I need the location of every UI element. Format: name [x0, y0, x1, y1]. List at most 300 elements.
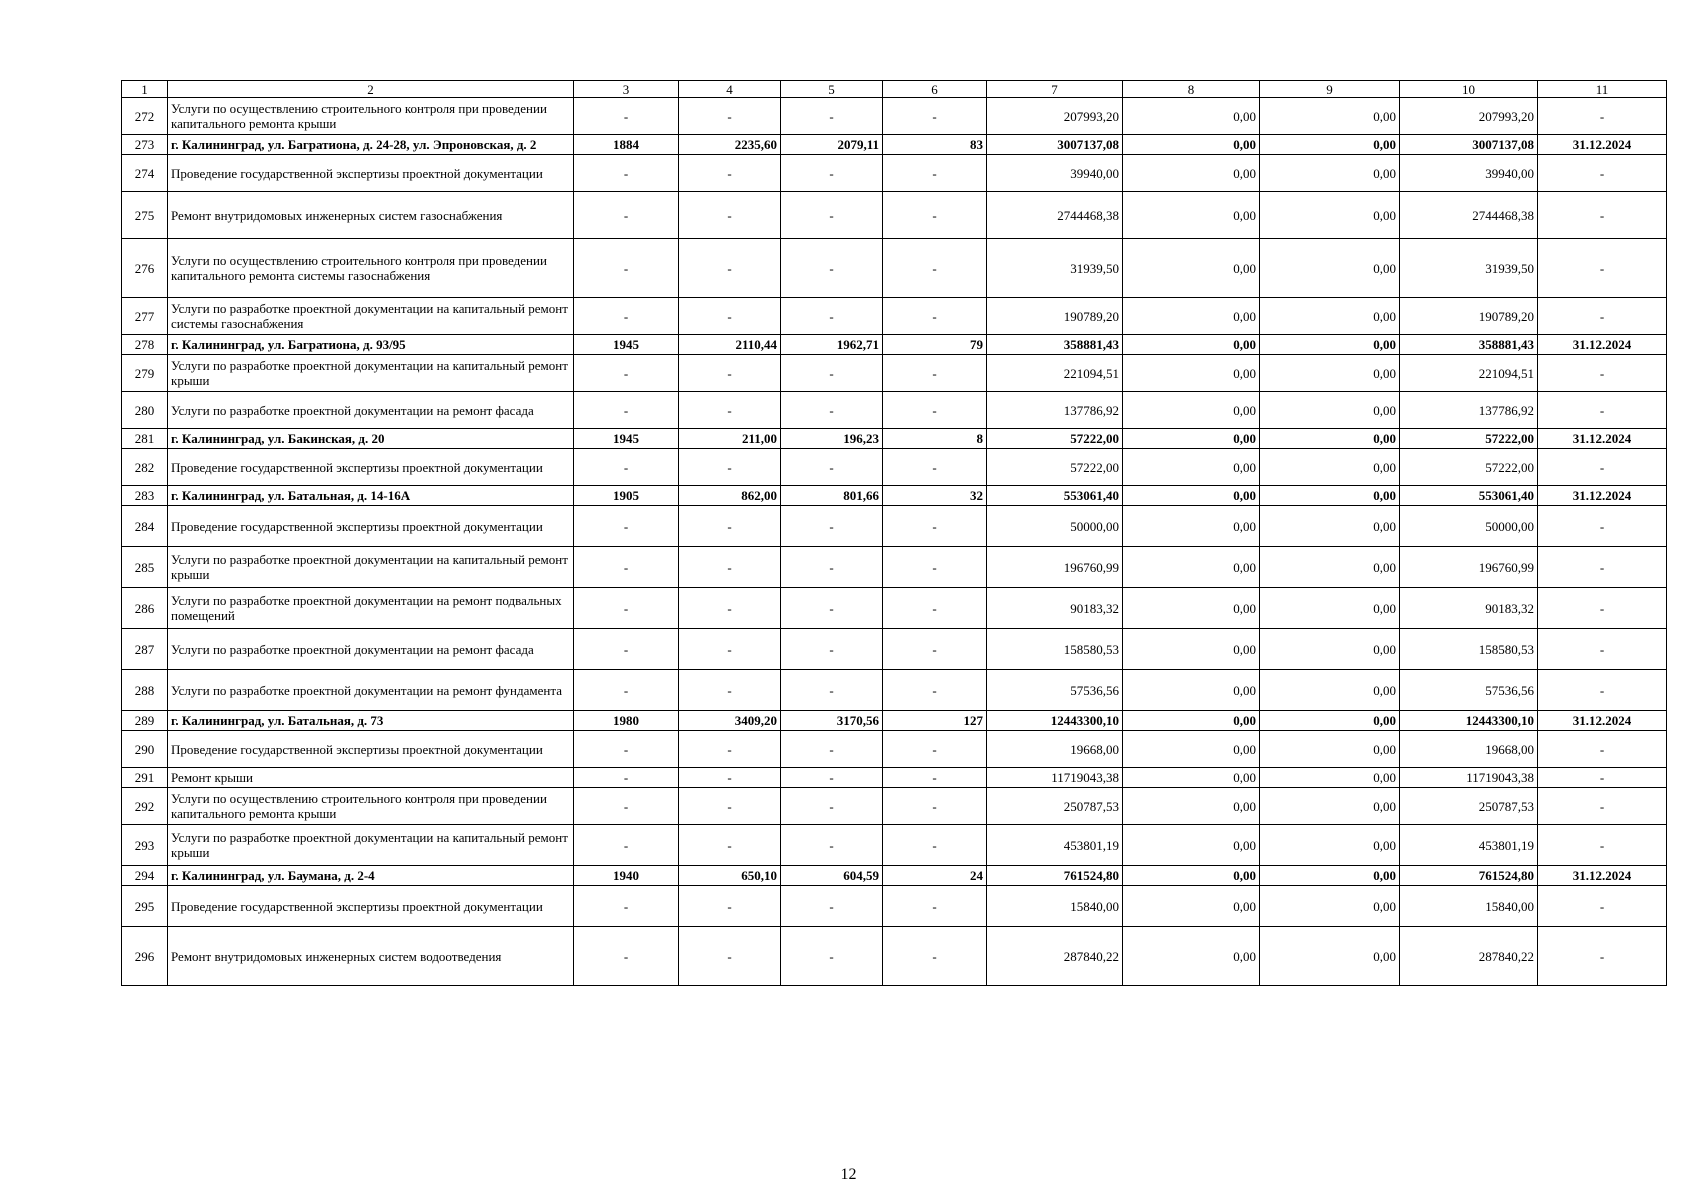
work-description: Проведение государственной экспертизы проектной документации	[168, 886, 574, 927]
owners-cost: 137786,92	[1400, 392, 1538, 429]
table-body	[122, 81, 1667, 986]
address-row	[122, 711, 1667, 731]
column-header: 4	[679, 81, 781, 98]
year-built: -	[574, 547, 679, 588]
total-area: -	[679, 825, 781, 866]
completion-date: -	[1538, 788, 1667, 825]
total-cost: 15840,00	[987, 886, 1123, 927]
total-cost: 158580,53	[987, 629, 1123, 670]
work-description: г. Калининград, ул. Батальная, д. 14-16А	[168, 486, 574, 506]
fund-cost: 0,00	[1123, 788, 1260, 825]
address-row	[122, 335, 1667, 355]
completion-date: -	[1538, 927, 1667, 986]
completion-date: 31.12.2024	[1538, 135, 1667, 155]
living-area: -	[781, 670, 883, 711]
budget-cost: 0,00	[1260, 486, 1400, 506]
total-area: -	[679, 788, 781, 825]
budget-cost: 0,00	[1260, 886, 1400, 927]
row-number: 289	[122, 711, 168, 731]
row-number: 293	[122, 825, 168, 866]
year-built: -	[574, 886, 679, 927]
table-row	[122, 825, 1667, 866]
residents-count: -	[883, 355, 987, 392]
fund-cost: 0,00	[1123, 731, 1260, 768]
work-description: г. Калининград, ул. Багратиона, д. 24-28, ул. Эпроновская, д. 2	[168, 135, 574, 155]
table-row	[122, 155, 1667, 192]
table-row	[122, 298, 1667, 335]
table-row	[122, 392, 1667, 429]
budget-cost: 0,00	[1260, 355, 1400, 392]
row-number: 275	[122, 192, 168, 239]
living-area: 196,23	[781, 429, 883, 449]
work-description: г. Калининград, ул. Багратиона, д. 93/95	[168, 335, 574, 355]
owners-cost: 12443300,10	[1400, 711, 1538, 731]
column-header: 1	[122, 81, 168, 98]
budget-cost: 0,00	[1260, 547, 1400, 588]
residents-count: -	[883, 506, 987, 547]
budget-cost: 0,00	[1260, 192, 1400, 239]
budget-cost: 0,00	[1260, 731, 1400, 768]
work-description: г. Калининград, ул. Бакинская, д. 20	[168, 429, 574, 449]
work-description: Услуги по осуществлению строительного контроля при проведении капитального ремонта крыши	[168, 98, 574, 135]
budget-cost: 0,00	[1260, 588, 1400, 629]
table-row	[122, 588, 1667, 629]
row-number: 288	[122, 670, 168, 711]
living-area: -	[781, 825, 883, 866]
total-cost: 57222,00	[987, 449, 1123, 486]
total-cost: 137786,92	[987, 392, 1123, 429]
budget-cost: 0,00	[1260, 98, 1400, 135]
owners-cost: 453801,19	[1400, 825, 1538, 866]
year-built: 1945	[574, 335, 679, 355]
total-area: -	[679, 886, 781, 927]
total-area: -	[679, 547, 781, 588]
year-built: 1980	[574, 711, 679, 731]
total-cost: 453801,19	[987, 825, 1123, 866]
completion-date: -	[1538, 588, 1667, 629]
year-built: -	[574, 192, 679, 239]
living-area: -	[781, 298, 883, 335]
work-description: Услуги по разработке проектной документации на капитальный ремонт системы газоснабжения	[168, 298, 574, 335]
residents-count: -	[883, 547, 987, 588]
budget-cost: 0,00	[1260, 429, 1400, 449]
completion-date: -	[1538, 355, 1667, 392]
owners-cost: 287840,22	[1400, 927, 1538, 986]
row-number: 280	[122, 392, 168, 429]
row-number: 296	[122, 927, 168, 986]
work-description: Ремонт внутридомовых инженерных систем газоснабжения	[168, 192, 574, 239]
total-cost: 553061,40	[987, 486, 1123, 506]
owners-cost: 90183,32	[1400, 588, 1538, 629]
year-built: -	[574, 239, 679, 298]
total-area: 650,10	[679, 866, 781, 886]
year-built: -	[574, 731, 679, 768]
year-built: -	[574, 629, 679, 670]
living-area: -	[781, 355, 883, 392]
table-row	[122, 629, 1667, 670]
total-area: -	[679, 298, 781, 335]
total-cost: 11719043,38	[987, 768, 1123, 788]
owners-cost: 57536,56	[1400, 670, 1538, 711]
fund-cost: 0,00	[1123, 239, 1260, 298]
year-built: -	[574, 825, 679, 866]
row-number: 274	[122, 155, 168, 192]
residents-count: -	[883, 825, 987, 866]
total-cost: 19668,00	[987, 731, 1123, 768]
work-description: Ремонт крыши	[168, 768, 574, 788]
total-area: -	[679, 927, 781, 986]
work-description: Проведение государственной экспертизы проектной документации	[168, 449, 574, 486]
year-built: -	[574, 355, 679, 392]
address-row	[122, 486, 1667, 506]
total-cost: 196760,99	[987, 547, 1123, 588]
work-description: Проведение государственной экспертизы проектной документации	[168, 731, 574, 768]
living-area: -	[781, 98, 883, 135]
residents-count: 24	[883, 866, 987, 886]
residents-count: 8	[883, 429, 987, 449]
residents-count: -	[883, 449, 987, 486]
completion-date: -	[1538, 731, 1667, 768]
work-description: Услуги по разработке проектной документации на ремонт фасада	[168, 392, 574, 429]
fund-cost: 0,00	[1123, 506, 1260, 547]
living-area: 1962,71	[781, 335, 883, 355]
row-number: 279	[122, 355, 168, 392]
fund-cost: 0,00	[1123, 135, 1260, 155]
fund-cost: 0,00	[1123, 392, 1260, 429]
completion-date: -	[1538, 886, 1667, 927]
total-cost: 12443300,10	[987, 711, 1123, 731]
fund-cost: 0,00	[1123, 866, 1260, 886]
page-number: 12	[840, 1166, 857, 1183]
address-row	[122, 429, 1667, 449]
year-built: 1940	[574, 866, 679, 886]
budget-cost: 0,00	[1260, 711, 1400, 731]
completion-date: 31.12.2024	[1538, 866, 1667, 886]
completion-date: 31.12.2024	[1538, 486, 1667, 506]
total-area: 2110,44	[679, 335, 781, 355]
fund-cost: 0,00	[1123, 335, 1260, 355]
completion-date: -	[1538, 768, 1667, 788]
completion-date: -	[1538, 670, 1667, 711]
residents-count: -	[883, 670, 987, 711]
table-row	[122, 355, 1667, 392]
total-cost: 250787,53	[987, 788, 1123, 825]
budget-cost: 0,00	[1260, 449, 1400, 486]
year-built: -	[574, 788, 679, 825]
row-number: 294	[122, 866, 168, 886]
residents-count: 32	[883, 486, 987, 506]
total-cost: 90183,32	[987, 588, 1123, 629]
total-cost: 50000,00	[987, 506, 1123, 547]
fund-cost: 0,00	[1123, 98, 1260, 135]
total-area: -	[679, 449, 781, 486]
owners-cost: 761524,80	[1400, 866, 1538, 886]
column-header: 10	[1400, 81, 1538, 98]
completion-date: -	[1538, 547, 1667, 588]
owners-cost: 3007137,08	[1400, 135, 1538, 155]
living-area: 3170,56	[781, 711, 883, 731]
completion-date: -	[1538, 825, 1667, 866]
row-number: 295	[122, 886, 168, 927]
living-area: -	[781, 629, 883, 670]
total-cost: 358881,43	[987, 335, 1123, 355]
total-cost: 287840,22	[987, 927, 1123, 986]
completion-date: -	[1538, 98, 1667, 135]
owners-cost: 50000,00	[1400, 506, 1538, 547]
completion-date: -	[1538, 298, 1667, 335]
total-area: 2235,60	[679, 135, 781, 155]
year-built: -	[574, 588, 679, 629]
living-area: -	[781, 588, 883, 629]
total-cost: 39940,00	[987, 155, 1123, 192]
year-built: -	[574, 98, 679, 135]
row-number: 276	[122, 239, 168, 298]
completion-date: 31.12.2024	[1538, 335, 1667, 355]
completion-date: -	[1538, 239, 1667, 298]
completion-date: -	[1538, 155, 1667, 192]
fund-cost: 0,00	[1123, 886, 1260, 927]
fund-cost: 0,00	[1123, 768, 1260, 788]
work-description: Проведение государственной экспертизы проектной документации	[168, 506, 574, 547]
owners-cost: 39940,00	[1400, 155, 1538, 192]
address-row	[122, 866, 1667, 886]
total-cost: 3007137,08	[987, 135, 1123, 155]
work-description: Услуги по осуществлению строительного контроля при проведении капитального ремонта системы газоснабжения	[168, 239, 574, 298]
work-description: г. Калининград, ул. Баумана, д. 2-4	[168, 866, 574, 886]
completion-date: -	[1538, 629, 1667, 670]
row-number: 278	[122, 335, 168, 355]
work-description: Услуги по разработке проектной документации на капитальный ремонт крыши	[168, 547, 574, 588]
owners-cost: 221094,51	[1400, 355, 1538, 392]
fund-cost: 0,00	[1123, 192, 1260, 239]
living-area: -	[781, 731, 883, 768]
table-row	[122, 731, 1667, 768]
owners-cost: 19668,00	[1400, 731, 1538, 768]
column-header: 11	[1538, 81, 1667, 98]
owners-cost: 15840,00	[1400, 886, 1538, 927]
budget-cost: 0,00	[1260, 927, 1400, 986]
table-row	[122, 927, 1667, 986]
fund-cost: 0,00	[1123, 588, 1260, 629]
living-area: 2079,11	[781, 135, 883, 155]
total-cost: 190789,20	[987, 298, 1123, 335]
total-area: 211,00	[679, 429, 781, 449]
table-row	[122, 768, 1667, 788]
table-row	[122, 670, 1667, 711]
living-area: -	[781, 506, 883, 547]
row-number: 286	[122, 588, 168, 629]
row-number: 290	[122, 731, 168, 768]
total-area: -	[679, 670, 781, 711]
column-header: 7	[987, 81, 1123, 98]
year-built: 1945	[574, 429, 679, 449]
table-row	[122, 98, 1667, 135]
residents-count: -	[883, 298, 987, 335]
column-number-header	[122, 81, 1667, 98]
row-number: 281	[122, 429, 168, 449]
fund-cost: 0,00	[1123, 670, 1260, 711]
row-number: 284	[122, 506, 168, 547]
budget-cost: 0,00	[1260, 629, 1400, 670]
budget-cost: 0,00	[1260, 239, 1400, 298]
residents-count: -	[883, 886, 987, 927]
year-built: -	[574, 298, 679, 335]
owners-cost: 207993,20	[1400, 98, 1538, 135]
column-header: 5	[781, 81, 883, 98]
fund-cost: 0,00	[1123, 449, 1260, 486]
budget-cost: 0,00	[1260, 298, 1400, 335]
year-built: 1905	[574, 486, 679, 506]
living-area: -	[781, 547, 883, 588]
residents-count: -	[883, 629, 987, 670]
completion-date: -	[1538, 506, 1667, 547]
owners-cost: 196760,99	[1400, 547, 1538, 588]
living-area: 801,66	[781, 486, 883, 506]
fund-cost: 0,00	[1123, 825, 1260, 866]
year-built: -	[574, 927, 679, 986]
total-area: -	[679, 98, 781, 135]
total-area: -	[679, 629, 781, 670]
completion-date: -	[1538, 192, 1667, 239]
residents-count: -	[883, 768, 987, 788]
work-description: г. Калининград, ул. Батальная, д. 73	[168, 711, 574, 731]
budget-cost: 0,00	[1260, 335, 1400, 355]
total-area: -	[679, 192, 781, 239]
column-header: 9	[1260, 81, 1400, 98]
owners-cost: 57222,00	[1400, 429, 1538, 449]
completion-date: 31.12.2024	[1538, 429, 1667, 449]
total-area: -	[679, 239, 781, 298]
total-area: -	[679, 355, 781, 392]
fund-cost: 0,00	[1123, 927, 1260, 986]
year-built: -	[574, 155, 679, 192]
budget-cost: 0,00	[1260, 788, 1400, 825]
row-number: 291	[122, 768, 168, 788]
completion-date: -	[1538, 392, 1667, 429]
living-area: -	[781, 155, 883, 192]
year-built: 1884	[574, 135, 679, 155]
works-table	[121, 80, 1667, 986]
total-area: -	[679, 588, 781, 629]
work-description: Услуги по осуществлению строительного контроля при проведении капитального ремонта крыши	[168, 788, 574, 825]
residents-count: -	[883, 392, 987, 429]
budget-cost: 0,00	[1260, 155, 1400, 192]
owners-cost: 31939,50	[1400, 239, 1538, 298]
fund-cost: 0,00	[1123, 155, 1260, 192]
total-cost: 221094,51	[987, 355, 1123, 392]
total-area: -	[679, 155, 781, 192]
row-number: 273	[122, 135, 168, 155]
residents-count: -	[883, 98, 987, 135]
budget-cost: 0,00	[1260, 866, 1400, 886]
work-description: Услуги по разработке проектной документации на ремонт подвальных помещений	[168, 588, 574, 629]
table-row	[122, 192, 1667, 239]
residents-count: -	[883, 155, 987, 192]
work-description: Проведение государственной экспертизы проектной документации	[168, 155, 574, 192]
living-area: -	[781, 788, 883, 825]
table-row	[122, 449, 1667, 486]
row-number: 292	[122, 788, 168, 825]
year-built: -	[574, 670, 679, 711]
row-number: 282	[122, 449, 168, 486]
budget-cost: 0,00	[1260, 670, 1400, 711]
owners-cost: 2744468,38	[1400, 192, 1538, 239]
budget-cost: 0,00	[1260, 135, 1400, 155]
budget-cost: 0,00	[1260, 825, 1400, 866]
row-number: 272	[122, 98, 168, 135]
living-area: -	[781, 768, 883, 788]
living-area: 604,59	[781, 866, 883, 886]
residents-count: 127	[883, 711, 987, 731]
column-header: 2	[168, 81, 574, 98]
living-area: -	[781, 927, 883, 986]
year-built: -	[574, 449, 679, 486]
table-row	[122, 886, 1667, 927]
fund-cost: 0,00	[1123, 298, 1260, 335]
work-description: Услуги по разработке проектной документации на капитальный ремонт крыши	[168, 825, 574, 866]
address-row	[122, 135, 1667, 155]
work-description: Услуги по разработке проектной документации на ремонт фундамента	[168, 670, 574, 711]
budget-cost: 0,00	[1260, 392, 1400, 429]
residents-count: -	[883, 588, 987, 629]
residents-count: -	[883, 788, 987, 825]
column-header: 8	[1123, 81, 1260, 98]
total-area: 3409,20	[679, 711, 781, 731]
living-area: -	[781, 239, 883, 298]
residents-count: -	[883, 927, 987, 986]
residents-count: -	[883, 192, 987, 239]
completion-date: -	[1538, 449, 1667, 486]
completion-date: 31.12.2024	[1538, 711, 1667, 731]
work-description: Услуги по разработке проектной документации на капитальный ремонт крыши	[168, 355, 574, 392]
total-cost: 2744468,38	[987, 192, 1123, 239]
owners-cost: 11719043,38	[1400, 768, 1538, 788]
owners-cost: 57222,00	[1400, 449, 1538, 486]
fund-cost: 0,00	[1123, 547, 1260, 588]
fund-cost: 0,00	[1123, 355, 1260, 392]
total-area: -	[679, 768, 781, 788]
total-cost: 57536,56	[987, 670, 1123, 711]
row-number: 285	[122, 547, 168, 588]
living-area: -	[781, 392, 883, 429]
work-description: Ремонт внутридомовых инженерных систем водоотведения	[168, 927, 574, 986]
fund-cost: 0,00	[1123, 486, 1260, 506]
residents-count: -	[883, 731, 987, 768]
living-area: -	[781, 886, 883, 927]
residents-count: 83	[883, 135, 987, 155]
column-header: 6	[883, 81, 987, 98]
table-row	[122, 788, 1667, 825]
owners-cost: 358881,43	[1400, 335, 1538, 355]
column-header: 3	[574, 81, 679, 98]
residents-count: 79	[883, 335, 987, 355]
owners-cost: 190789,20	[1400, 298, 1538, 335]
total-area: -	[679, 506, 781, 547]
fund-cost: 0,00	[1123, 429, 1260, 449]
fund-cost: 0,00	[1123, 629, 1260, 670]
year-built: -	[574, 506, 679, 547]
table-row	[122, 547, 1667, 588]
work-description: Услуги по разработке проектной документации на ремонт фасада	[168, 629, 574, 670]
residents-count: -	[883, 239, 987, 298]
owners-cost: 250787,53	[1400, 788, 1538, 825]
total-cost: 31939,50	[987, 239, 1123, 298]
row-number: 283	[122, 486, 168, 506]
total-cost: 761524,80	[987, 866, 1123, 886]
table-row	[122, 239, 1667, 298]
row-number: 287	[122, 629, 168, 670]
living-area: -	[781, 449, 883, 486]
